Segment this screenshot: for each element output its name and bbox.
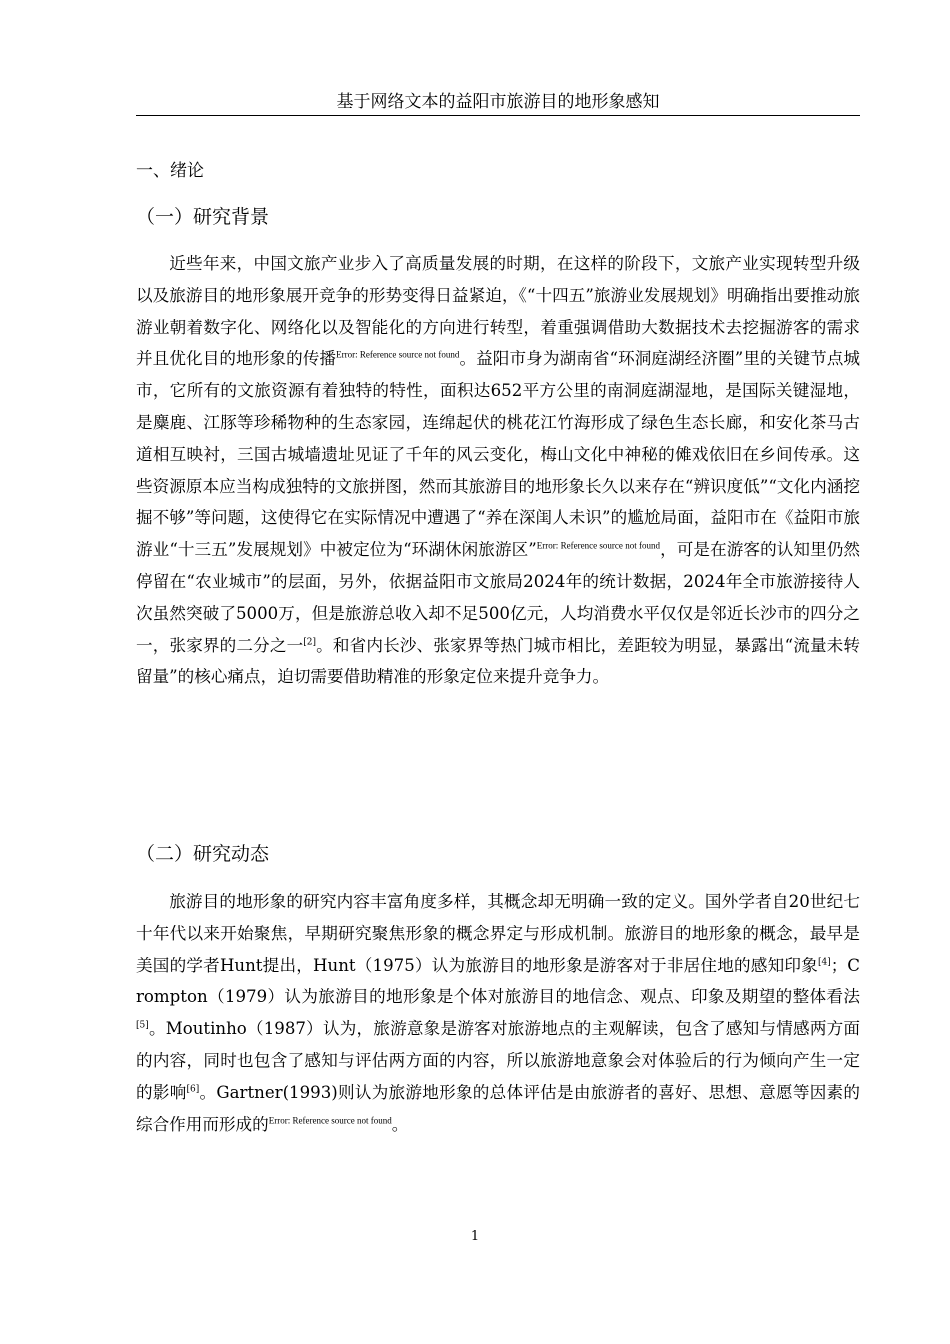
- text-run: 近些年来，中国文旅产业步入了高质量发展的时期，在这样的阶段下，文旅产业实现转型升级以及旅游目的地形象展开竞争的形势变得日益紧迫，《“十四五”旅游业发展规划》明确指出要推动旅游业朝着数字化、网络化以及智能化的方向进行转型，着重强调借助大数据技术去挖掘游客的需求并且优化目的地形象的传播: [136, 254, 860, 369]
- text-run: 。Gartner(1993)则认为旅游地形象的总体评估是由旅游者的喜好、思想、意愿等因素的综合作用而形成的: [136, 1082, 860, 1134]
- section-heading-dynamics: （二）研究动态: [136, 843, 270, 865]
- citation-ref: [6]: [186, 1084, 200, 1095]
- paragraph-dynamics: [136, 886, 860, 1140]
- citation-ref: [2]: [303, 637, 317, 648]
- chapter-heading: 一、绪论: [136, 161, 204, 181]
- header-rule: [136, 115, 860, 116]
- citation-ref: [4]: [817, 957, 831, 968]
- text-run: 。益阳市身为湖南省“环洞庭湖经济圈”里的关键节点城市，它所有的文旅资源有着独特的特性，面积达652平方公里的南洞庭湖湿地，是国际关键湿地，是麋鹿、江豚等珍稀物种的生态家园，连绵起伏的桃花江竹海形成了绿色生态长廊，和安化茶马古道相互映衬，三国古城墙遗址见证了千年的风云变化，梅山文化中神秘的傩戏依旧在乡间传承。这些资源原本应当构成独特的文旅拼图，然而其旅游目的地形象长久以来存在“辨识度低”“文化内涵挖掘不够”等问题，这使得它在实际情况中遭遇了“养在深闺人未识”的尴尬局面，益阳市在《益阳市旅游业“十三五”发展规划》中被定位为“环湖休闲旅游区”: [136, 349, 861, 560]
- text-run: ，可是在游客的认知里仍然停留在“农业城市”的层面，另外，依据益阳市文旅局2024年的统计数据，2024年全市旅游接待人次虽然突破了5000万，但是旅游总收入却不足500亿元，人均消费水平仅仅是邻近长沙市的四分之一，张家界的二分之一: [136, 540, 860, 655]
- text-run: ；Crompton（1979）认为旅游目的地形象是个体对旅游目的地信念、观点、印象及期望的整体看法: [136, 955, 860, 1007]
- citation-ref: [5]: [136, 1020, 149, 1031]
- page-number: 1: [470, 1229, 480, 1244]
- page-header-title: 基于网络文本的益阳市旅游目的地形象感知: [336, 92, 660, 112]
- text-run: 。: [391, 1114, 409, 1134]
- text-run: 。和省内长沙、张家界等热门城市相比，差距较为明显，暴露出“流量未转留量”的核心痛点，迫切需要借助精准的形象定位来提升竞争力。: [136, 635, 861, 687]
- citation-error: Error: Reference source not found: [536, 540, 661, 551]
- section-heading-background: （一）研究背景: [136, 206, 270, 228]
- text-run: 旅游目的地形象的研究内容丰富角度多样，其概念却无明确一致的定义。国外学者自20世纪七十年代以来开始聚焦，早期研究聚焦形象的概念界定与形成机制。旅游目的地形象的概念，最早是美国的学者Hunt提出，Hunt（1975）认为旅游目的地形象是游客对于非居住地的感知印象: [136, 892, 860, 975]
- citation-error: Error: Reference source not found: [268, 1115, 392, 1126]
- paragraph-background: [136, 248, 860, 693]
- citation-error: Error: Reference source not found: [336, 349, 460, 360]
- text-run: 。Moutinho（1987）认为，旅游意象是游客对旅游地点的主观解读，包含了感知与情感两方面的内容，同时也包含了感知与评估两方面的内容，所以旅游地意象会对体验后的行为倾向产生一定的影响: [136, 1019, 860, 1102]
